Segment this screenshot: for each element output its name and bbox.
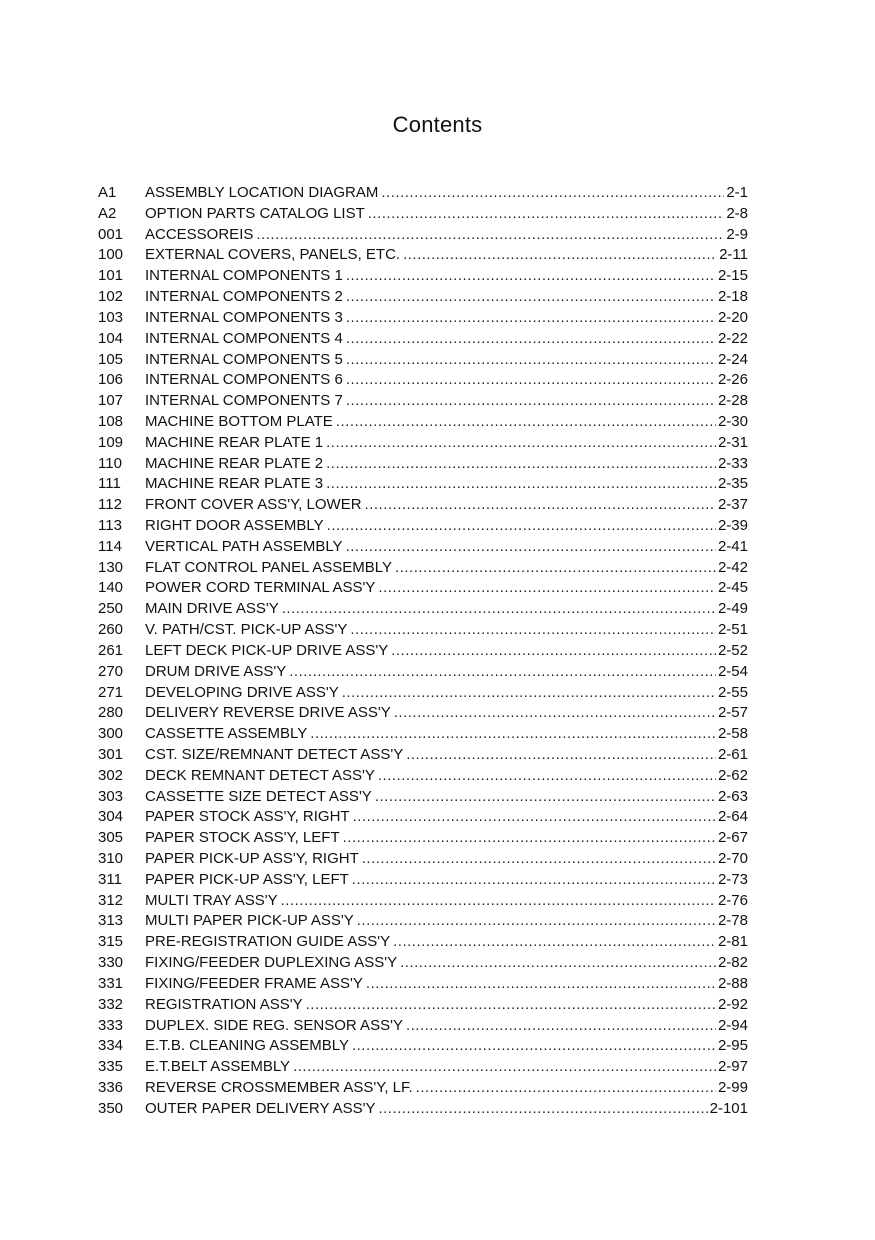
toc-entry[interactable] xyxy=(98,870,748,891)
toc-entry[interactable] xyxy=(98,683,748,704)
toc-entry-label: V. PATH/CST. PICK-UP ASS'Y xyxy=(145,621,348,639)
toc-entry-code: 105 xyxy=(98,350,124,368)
toc-entry[interactable] xyxy=(98,350,748,371)
toc-entry[interactable] xyxy=(98,995,748,1016)
page-title: Contents xyxy=(392,112,483,137)
toc-entry[interactable] xyxy=(98,807,748,828)
toc-entry-page-number: 2-92 xyxy=(717,995,748,1013)
toc-entry-page-number: 2-20 xyxy=(717,308,748,326)
dot-leader xyxy=(393,932,716,953)
toc-entry[interactable] xyxy=(98,828,748,849)
toc-entry-code: 313 xyxy=(98,912,124,930)
toc-entry[interactable] xyxy=(98,329,748,350)
toc-entry-label: E.T.BELT ASSEMBLY xyxy=(145,1058,291,1076)
dot-leader xyxy=(352,1036,716,1057)
toc-entry-label: DRUM DRIVE ASS'Y xyxy=(145,662,287,680)
toc-entry-code: 350 xyxy=(98,1099,124,1117)
toc-entry-code: 107 xyxy=(98,392,124,410)
toc-entry[interactable] xyxy=(98,599,748,620)
toc-entry-label: INTERNAL COMPONENTS 6 xyxy=(145,371,343,389)
dot-leader xyxy=(256,225,724,246)
toc-entry-label: CST. SIZE/REMNANT DETECT ASS'Y xyxy=(145,745,404,763)
toc-entry-page-number: 2-41 xyxy=(717,537,748,555)
toc-entry-page-number: 2-81 xyxy=(717,933,748,951)
dot-leader xyxy=(282,599,716,620)
toc-entry-page-number: 2-58 xyxy=(717,725,748,743)
toc-entry-code: 106 xyxy=(98,371,124,389)
toc-entry-page-number: 2-28 xyxy=(717,392,748,410)
dot-leader xyxy=(342,683,716,704)
toc-entry[interactable] xyxy=(98,183,748,204)
toc-entry-label: DEVELOPING DRIVE ASS'Y xyxy=(145,683,339,701)
dot-leader xyxy=(326,474,716,495)
toc-entry[interactable] xyxy=(98,703,748,724)
toc-entry-page-number: 2-30 xyxy=(717,412,748,430)
toc-entry-code: 001 xyxy=(98,225,124,243)
toc-entry-code: 102 xyxy=(98,288,124,306)
toc-entry-code: 270 xyxy=(98,662,124,680)
toc-entry-code: 300 xyxy=(98,725,124,743)
toc-entry-page-number: 2-11 xyxy=(719,246,748,264)
dot-leader xyxy=(381,183,724,204)
dot-leader xyxy=(346,537,716,558)
toc-entry-label: MACHINE REAR PLATE 2 xyxy=(145,454,324,472)
toc-entry[interactable] xyxy=(98,225,748,246)
toc-entry-label: MACHINE BOTTOM PLATE xyxy=(145,412,333,430)
toc-entry-code: 303 xyxy=(98,787,124,805)
dot-leader xyxy=(416,1078,716,1099)
toc-entry-label: MAIN DRIVE ASS'Y xyxy=(145,600,279,618)
toc-entry[interactable] xyxy=(98,1078,748,1099)
toc-entry[interactable] xyxy=(98,1036,748,1057)
toc-entry[interactable] xyxy=(98,287,748,308)
dot-leader xyxy=(378,766,716,787)
toc-entry-label: INTERNAL COMPONENTS 2 xyxy=(145,288,343,306)
toc-entry-label: PRE-REGISTRATION GUIDE ASS'Y xyxy=(145,933,391,951)
toc-entry[interactable] xyxy=(98,745,748,766)
dot-leader xyxy=(394,703,716,724)
toc-entry-code: 261 xyxy=(98,641,124,659)
toc-entry[interactable] xyxy=(98,1099,748,1120)
dot-leader xyxy=(352,870,716,891)
toc-entry-code: 334 xyxy=(98,1037,124,1055)
toc-entry-code: 315 xyxy=(98,933,124,951)
toc-entry-label: INTERNAL COMPONENTS 7 xyxy=(145,392,343,410)
dot-leader xyxy=(281,891,716,912)
toc-entry-label: ACCESSOREIS xyxy=(145,225,254,243)
toc-entry-label: OUTER PAPER DELIVERY ASS'Y xyxy=(145,1099,376,1117)
toc-entry-page-number: 2-99 xyxy=(717,1078,748,1096)
toc-entry[interactable] xyxy=(98,516,748,537)
toc-entry-page-number: 2-64 xyxy=(717,808,748,826)
toc-entry-page-number: 2-63 xyxy=(717,787,748,805)
dot-leader xyxy=(375,787,716,808)
toc-entry-label: DECK REMNANT DETECT ASS'Y xyxy=(145,766,375,784)
toc-entry-code: A1 xyxy=(98,184,117,201)
toc-entry-code: 109 xyxy=(98,433,124,451)
toc-entry-page-number: 2-33 xyxy=(717,454,748,472)
dot-leader xyxy=(327,516,716,537)
toc-entry-label: FLAT CONTROL PANEL ASSEMBLY xyxy=(145,558,393,576)
dot-leader xyxy=(378,1099,707,1120)
toc-entry-label: DUPLEX. SIDE REG. SENSOR ASS'Y xyxy=(145,1016,403,1034)
toc-entry-label: CASSETTE SIZE DETECT ASS'Y xyxy=(145,787,372,805)
toc-entry[interactable] xyxy=(98,1016,748,1037)
toc-entry-page-number: 2-95 xyxy=(717,1037,748,1055)
toc-entry-label: INTERNAL COMPONENTS 3 xyxy=(145,308,343,326)
toc-entry[interactable] xyxy=(98,433,748,454)
toc-entry-code: 302 xyxy=(98,766,124,784)
toc-entry-page-number: 2-45 xyxy=(717,579,748,597)
dot-leader xyxy=(346,391,716,412)
toc-entry-code: 100 xyxy=(98,246,124,264)
toc-entry[interactable] xyxy=(98,537,748,558)
toc-entry[interactable] xyxy=(98,474,748,495)
toc-entry-code: 312 xyxy=(98,891,124,909)
toc-entry-page-number: 2-76 xyxy=(717,891,748,909)
toc-entry-page-number: 2-24 xyxy=(717,350,748,368)
toc-entry[interactable] xyxy=(98,891,748,912)
toc-entry[interactable] xyxy=(98,849,748,870)
toc-entry-code: 112 xyxy=(98,496,122,514)
dot-leader xyxy=(353,807,716,828)
toc-entry-label: PAPER STOCK ASS'Y, RIGHT xyxy=(145,808,350,826)
toc-entry-code: 271 xyxy=(98,683,124,701)
toc-entry-page-number: 2-42 xyxy=(717,558,748,576)
table-of-contents xyxy=(98,183,748,1120)
toc-entry-page-number: 2-26 xyxy=(717,371,748,389)
toc-entry-page-number: 2-15 xyxy=(717,267,748,285)
dot-leader xyxy=(346,266,716,287)
toc-entry-page-number: 2-37 xyxy=(717,496,748,514)
toc-entry-page-number: 2-70 xyxy=(717,850,748,867)
toc-entry-label: REGISTRATION ASS'Y xyxy=(145,995,303,1013)
toc-entry-page-number: 2-61 xyxy=(717,745,748,763)
dot-leader xyxy=(326,433,716,454)
toc-entry-page-number: 2-55 xyxy=(717,683,748,701)
toc-entry-code: 335 xyxy=(98,1058,124,1076)
dot-leader xyxy=(406,1016,716,1037)
toc-entry[interactable] xyxy=(98,412,748,433)
toc-entry-code: 140 xyxy=(98,579,124,597)
toc-entry-page-number: 2-1 xyxy=(726,184,748,201)
toc-entry-label: INTERNAL COMPONENTS 4 xyxy=(145,329,343,347)
toc-entry-page-number: 2-97 xyxy=(717,1058,748,1076)
toc-entry-page-number: 2-22 xyxy=(717,329,748,347)
toc-entry-label: MULTI PAPER PICK-UP ASS'Y xyxy=(145,912,354,930)
toc-entry[interactable] xyxy=(98,308,748,329)
toc-entry-label: E.T.B. CLEANING ASSEMBLY xyxy=(145,1037,349,1055)
toc-entry-label: FIXING/FEEDER FRAME ASS'Y xyxy=(145,974,363,992)
dot-leader xyxy=(365,495,716,516)
toc-entry-label: RIGHT DOOR ASSEMBLY xyxy=(145,517,324,534)
dot-leader xyxy=(391,641,716,662)
toc-entry-page-number: 2-39 xyxy=(717,517,748,534)
toc-entry-label: ASSEMBLY LOCATION DIAGRAM xyxy=(145,184,379,201)
toc-entry[interactable] xyxy=(98,266,748,287)
toc-entry-label: LEFT DECK PICK-UP DRIVE ASS'Y xyxy=(145,641,389,659)
dot-leader xyxy=(289,662,716,683)
dot-leader xyxy=(346,308,716,329)
toc-entry-label: INTERNAL COMPONENTS 5 xyxy=(145,350,343,368)
toc-entry[interactable] xyxy=(98,495,748,516)
toc-entry-code: 104 xyxy=(98,329,124,347)
toc-entry-page-number: 2-62 xyxy=(717,766,748,784)
toc-entry[interactable] xyxy=(98,787,748,808)
dot-leader xyxy=(368,204,725,225)
toc-entry-code: A2 xyxy=(98,204,117,222)
toc-entry-page-number: 2-49 xyxy=(717,600,748,618)
toc-entry-label: MACHINE REAR PLATE 1 xyxy=(145,433,324,451)
dot-leader xyxy=(310,724,716,745)
toc-entry[interactable] xyxy=(98,953,748,974)
dot-leader xyxy=(326,454,716,475)
toc-entry-code: 110 xyxy=(98,454,122,472)
dot-leader xyxy=(406,745,716,766)
dot-leader xyxy=(350,620,716,641)
dot-leader xyxy=(366,974,716,995)
dot-leader xyxy=(346,329,716,350)
toc-entry-page-number: 2-78 xyxy=(717,912,748,930)
toc-entry-code: 103 xyxy=(98,308,124,326)
toc-entry[interactable] xyxy=(98,454,748,475)
toc-entry-label: REVERSE CROSSMEMBER ASS'Y, LF. xyxy=(145,1078,413,1096)
dot-leader xyxy=(346,370,716,391)
toc-entry[interactable] xyxy=(98,932,748,953)
toc-entry[interactable] xyxy=(98,391,748,412)
dot-leader xyxy=(357,911,716,932)
toc-entry-page-number: 2-52 xyxy=(717,641,748,659)
toc-entry-code: 311 xyxy=(98,870,122,888)
toc-entry-code: 250 xyxy=(98,600,124,618)
toc-entry-code: 333 xyxy=(98,1016,124,1034)
toc-entry[interactable] xyxy=(98,662,748,683)
toc-entry[interactable] xyxy=(98,204,748,225)
toc-entry-label: PAPER STOCK ASS'Y, LEFT xyxy=(145,829,340,847)
toc-entry-code: 113 xyxy=(98,517,122,534)
toc-entry-label: FRONT COVER ASS'Y, LOWER xyxy=(145,496,362,514)
toc-entry[interactable] xyxy=(98,766,748,787)
dot-leader xyxy=(403,245,717,266)
toc-entry[interactable] xyxy=(98,641,748,662)
dot-leader xyxy=(400,953,716,974)
toc-entry-code: 305 xyxy=(98,829,124,847)
toc-entry-label: MULTI TRAY ASS'Y xyxy=(145,891,278,909)
dot-leader xyxy=(306,995,716,1016)
toc-entry-code: 280 xyxy=(98,704,124,722)
dot-leader xyxy=(362,849,716,870)
dot-leader xyxy=(293,1057,716,1078)
toc-entry-page-number: 2-31 xyxy=(717,433,748,451)
toc-entry[interactable] xyxy=(98,974,748,995)
toc-entry-page-number: 2-51 xyxy=(717,621,748,639)
toc-entry[interactable] xyxy=(98,245,748,266)
dot-leader xyxy=(346,287,716,308)
toc-entry-page-number: 2-54 xyxy=(717,662,748,680)
toc-entry-code: 108 xyxy=(98,412,124,430)
toc-entry-page-number: 2-18 xyxy=(717,288,748,306)
toc-entry-label: EXTERNAL COVERS, PANELS, ETC. xyxy=(145,246,401,264)
toc-entry-code: 331 xyxy=(98,974,124,992)
toc-entry-page-number: 2-9 xyxy=(726,225,748,243)
toc-entry-label: CASSETTE ASSEMBLY xyxy=(145,725,308,743)
toc-entry-page-number: 2-101 xyxy=(709,1099,748,1117)
toc-entry-code: 330 xyxy=(98,954,124,972)
toc-entry-label: VERTICAL PATH ASSEMBLY xyxy=(145,537,343,555)
toc-entry-label: INTERNAL COMPONENTS 1 xyxy=(145,267,343,285)
toc-entry-label: POWER CORD TERMINAL ASS'Y xyxy=(145,579,376,597)
toc-entry[interactable] xyxy=(98,1057,748,1078)
toc-entry[interactable] xyxy=(98,911,748,932)
toc-entry-code: 114 xyxy=(98,537,122,555)
toc-entry-code: 130 xyxy=(98,558,124,576)
toc-entry-page-number: 2-57 xyxy=(717,704,748,722)
toc-entry[interactable] xyxy=(98,724,748,745)
toc-entry[interactable] xyxy=(98,370,748,391)
toc-entry-page-number: 2-8 xyxy=(726,204,748,222)
dot-leader xyxy=(395,558,716,579)
toc-entry-page-number: 2-88 xyxy=(717,974,748,992)
toc-entry[interactable] xyxy=(98,578,748,599)
dot-leader xyxy=(378,578,716,599)
toc-entry-page-number: 2-94 xyxy=(717,1016,748,1034)
dot-leader xyxy=(346,350,716,371)
toc-entry-code: 101 xyxy=(98,267,124,285)
toc-entry-label: MACHINE REAR PLATE 3 xyxy=(145,475,324,493)
toc-entry-page-number: 2-82 xyxy=(717,954,748,972)
toc-entry-code: 310 xyxy=(98,850,124,867)
toc-entry[interactable] xyxy=(98,620,748,641)
toc-entry-page-number: 2-67 xyxy=(717,829,748,847)
toc-entry-page-number: 2-35 xyxy=(717,475,748,493)
dot-leader xyxy=(336,412,716,433)
toc-entry-code: 304 xyxy=(98,808,124,826)
toc-entry-code: 111 xyxy=(98,475,121,493)
toc-entry-label: OPTION PARTS CATALOG LIST xyxy=(145,204,365,222)
dot-leader xyxy=(343,828,716,849)
toc-entry-code: 260 xyxy=(98,621,124,639)
toc-entry-page-number: 2-73 xyxy=(717,870,748,888)
toc-entry-label: FIXING/FEEDER DUPLEXING ASS'Y xyxy=(145,954,398,972)
toc-entry[interactable] xyxy=(98,558,748,579)
toc-entry-label: DELIVERY REVERSE DRIVE ASS'Y xyxy=(145,704,391,722)
toc-entry-code: 301 xyxy=(98,745,124,763)
toc-entry-code: 336 xyxy=(98,1078,124,1096)
toc-entry-label: PAPER PICK-UP ASS'Y, RIGHT xyxy=(145,850,359,867)
toc-entry-code: 332 xyxy=(98,995,124,1013)
toc-entry-label: PAPER PICK-UP ASS'Y, LEFT xyxy=(145,870,349,888)
